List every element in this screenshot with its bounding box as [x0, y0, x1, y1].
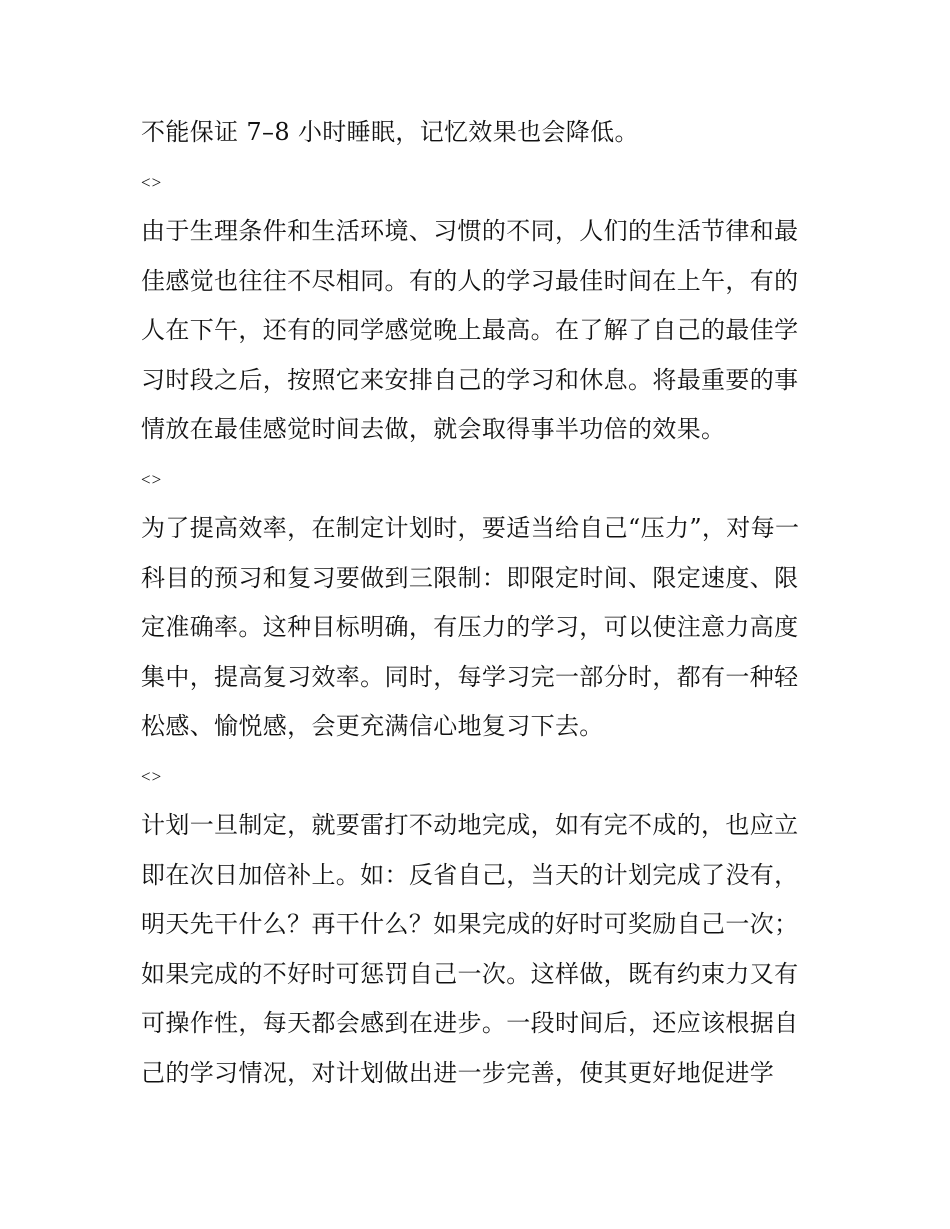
text-line: 为了提高效率，在制定计划时，要适当给自己“压力”，对每一 — [141, 514, 800, 542]
text-line: 习时段之后，按照它来安排自己的学习和休息。将最重要的事 — [141, 365, 799, 394]
text-line: 可操作性，每天都会感到在进步。一段时间后，还应该根据自 — [141, 1009, 799, 1037]
text-line: 情放在最佳感觉时间去做，就会取得事半功倍的效果。 — [141, 415, 726, 443]
text-line: 佳感觉也往往不尽相同。有的人的学习最佳时间在上午，有的 — [141, 266, 799, 295]
text-line: 由于生理条件和生活环境、习惯的不同，人们的生活节律和最 — [141, 217, 799, 245]
text-line: 松感、愉悦感，会更充满信心地复习下去。 — [141, 712, 604, 740]
text-line: 己的学习情况，对计划做出进一步完善，使其更好地促进学 — [141, 1058, 775, 1087]
text-line: 定准确率。这种目标明确，有压力的学习，可以使注意力高度 — [141, 613, 799, 641]
paragraph-separator: <> — [141, 172, 163, 192]
text-line: 不能保证 7–8 小时睡眠，记忆效果也会降低。 — [141, 118, 639, 146]
document-body — [141, 108, 821, 1098]
paragraph-separator: <> — [141, 766, 163, 786]
text-line: 人在下午，还有的同学感觉晚上最高。在了解了自己的最佳学 — [141, 316, 799, 344]
text-line: 明天先干什么？再干什么？如果完成的好时可奖励自己一次； — [141, 910, 799, 938]
text-line: 即在次日加倍补上。如：反省自己，当天的计划完成了没有， — [141, 860, 799, 889]
paragraph-separator: <> — [141, 469, 163, 489]
text-line: 集中，提高复习效率。同时，每学习完一部分时，都有一种轻 — [141, 662, 799, 691]
text-line: 如果完成的不好时可惩罚自己一次。这样做，既有约束力又有 — [141, 959, 799, 988]
text-line: 计划一旦制定，就要雷打不动地完成，如有完不成的，也应立 — [141, 811, 799, 839]
text-line: 科目的预习和复习要做到三限制：即限定时间、限定速度、限 — [141, 563, 799, 592]
